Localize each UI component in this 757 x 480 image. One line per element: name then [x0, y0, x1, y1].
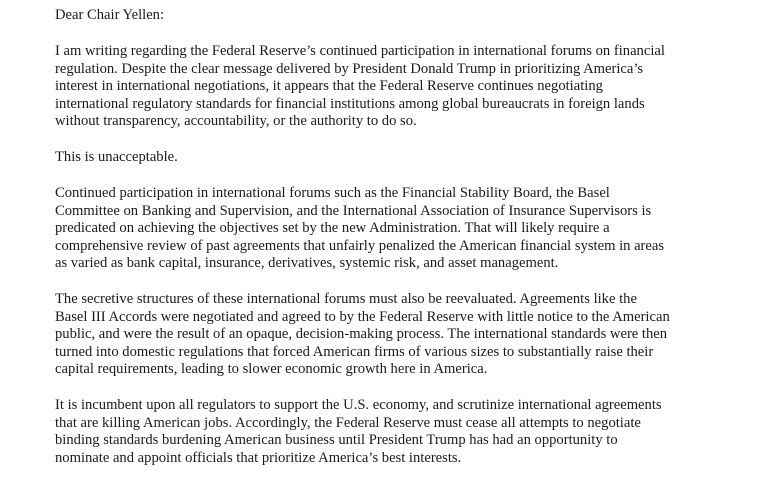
paragraph-line: public, and were the result of an opaque, decision-making process. The international standards were then [55, 326, 668, 343]
paragraph-line: international regulatory standards for financial institutions among global bureaucrats in foreign lands [55, 95, 645, 112]
paragraph-line: binding standards burdening American business until President Trump has had an opportunity to [55, 432, 618, 449]
paragraph-line: Basel III Accords were negotiated and agreed to by the Federal Reserve with little notice to the American [55, 308, 670, 325]
paragraph-secretive-structures [55, 291, 745, 379]
paragraph-federal-reserve-participation [55, 43, 745, 131]
paragraph-international-forums [55, 185, 745, 273]
paragraph-line: regulation. Despite the clear message delivered by President Donald Trump in prioritizing America’s [55, 60, 644, 77]
paragraph-regulators-support [55, 397, 745, 467]
paragraph-line: I am writing regarding the Federal Reserve’s continued participation in international forums on financial [55, 43, 665, 59]
paragraph-line: It is incumbent upon all regulators to support the U.S. economy, and scrutinize international agreements [55, 397, 662, 413]
paragraph-line: as varied as bank capital, insurance, derivatives, systemic risk, and asset management. [55, 255, 559, 272]
paragraph-line: This is unacceptable. [55, 149, 178, 165]
paragraph-line: Continued participation in international forums such as the Financial Stability Board, the Basel [55, 185, 610, 201]
paragraph-unacceptable [55, 149, 745, 167]
paragraph-line: interest in international negotiations, it appears that the Federal Reserve continues negotiating [55, 78, 603, 95]
paragraph-line: The secretive structures of these international forums must also be reevaluated. Agreements like the [55, 291, 637, 307]
paragraph-line: without transparency, accountability, or the authority to do so. [55, 113, 417, 130]
paragraph-line: nominate and appoint officials that prioritize America’s best interests. [55, 449, 462, 466]
salutation: Dear Chair Yellen: [55, 7, 165, 23]
paragraph-line: turned into domestic regulations that forced American firms of various sizes to substantially raise their [55, 343, 654, 360]
paragraph-line: comprehensive review of past agreements that unfairly penalized the American financial system in areas [55, 237, 665, 254]
paragraph-line: that are killing American jobs. Accordingly, the Federal Reserve must cease all attempts to negotiate [55, 414, 641, 431]
paragraph-line: capital requirements, leading to slower economic growth here in America. [55, 361, 488, 378]
paragraph-line: Committee on Banking and Supervision, and the International Association of Insurance Supervisors is [55, 202, 652, 219]
paragraph-line: predicated on achieving the objectives set by the new Administration. That will likely require a [55, 220, 610, 237]
